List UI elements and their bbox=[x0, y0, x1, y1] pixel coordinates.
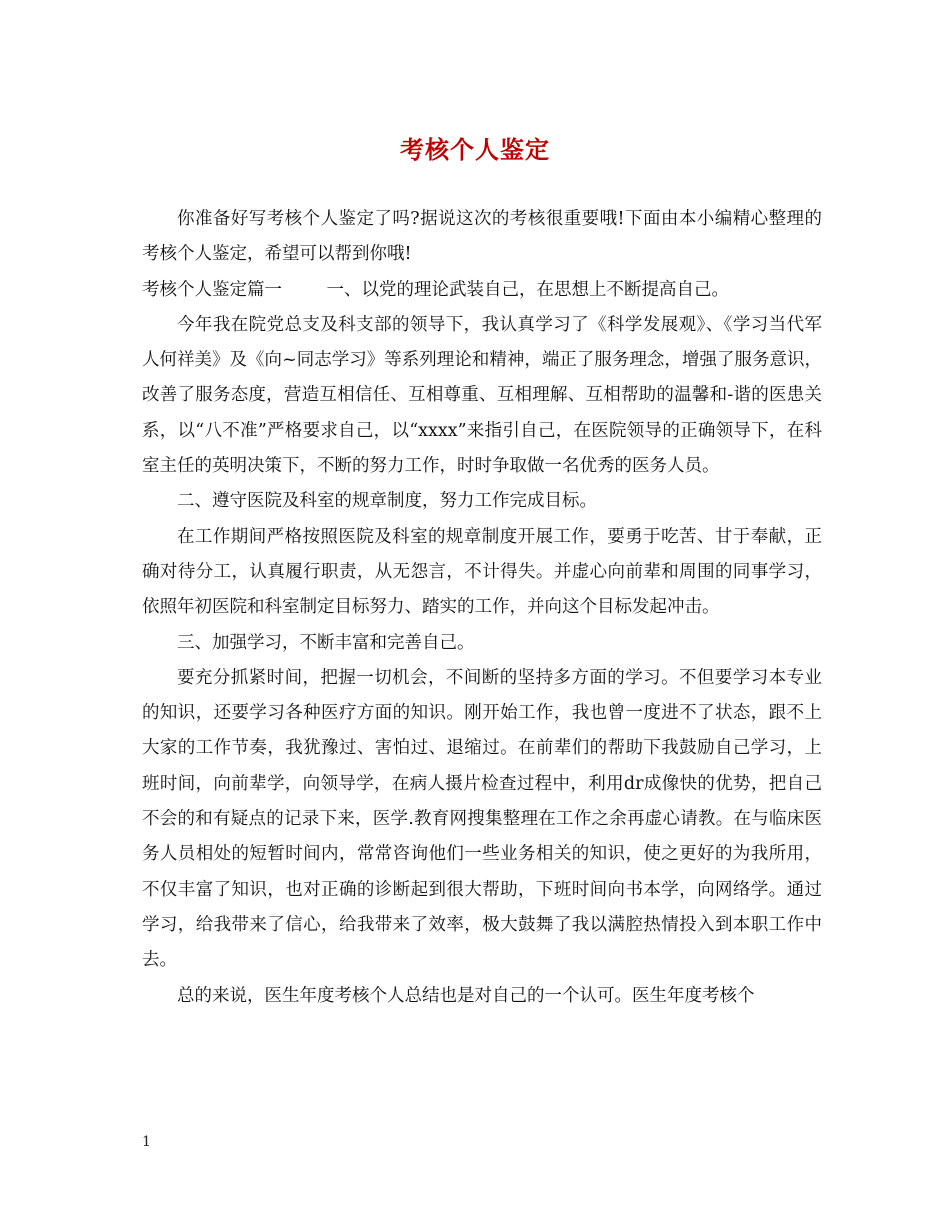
page-number: 1 bbox=[142, 1134, 151, 1150]
section-two-paragraph: 在工作期间严格按照医院及科室的规章制度开展工作，要勇于吃苦、甘于奉献，正确对待分工，认真履行职责，从无怨言，不计得失。并虚心向前辈和周围的同事学习，依照年初医院和科室制定目标努力、踏实的工作，并向这个目标发起冲击。 bbox=[142, 526, 822, 618]
section-three-paragraph: 要充分抓紧时间，把握一切机会，不间断的坚持多方面的学习。不但要学习本专业的知识，还要学习各种医疗方面的知识。刚开始工作，我也曾一度进不了状态，跟不上大家的工作节奏，我犹豫过、害怕过、退缩过。在前辈们的帮助下我鼓励自己学习，上班时间，向前辈学，向领导学，在病人摄片检查过程中，利用dr成像快的优势，把自己不会的和有疑点的记录下来，医学.教育网搜集整理在工作之余再虚心请教。在与临床医务人员相处的短暂时间内，常常咨询他们一些业务相关的知识，使之更好的为我所用，不仅丰富了知识，也对正确的诊断起到很大帮助，下班时间向书本学，向网络学。通过学习，给我带来了信心，给我带来了效率，极大鼓舞了我以满腔热情投入到本职工作中去。 bbox=[142, 667, 822, 971]
intro-paragraph: 你准备好写考核个人鉴定了吗?据说这次的考核很重要哦!下面由本小编精心整理的考核个人鉴定，希望可以帮到你哦! bbox=[142, 209, 822, 265]
summary-paragraph: 总的来说，医生年度考核个人总结也是对自己的一个认可。医生年度考核个 bbox=[177, 985, 755, 1006]
section-one-paragraph: 今年我在院党总支及科支部的领导下，我认真学习了《科学发展观》、《学习当代军人何祥美》及《向~同志学习》等系列理论和精神，端正了服务理念，增强了服务意识，改善了服务态度，营造互相信任、互相尊重、互相理解、互相帮助的温馨和-谐的医患关系，以“八不准”严格要求自己，以“xxxx”来指引自己，在医院领导的正确领导下，在科室主任的英明决策下，不断的努力工作，时时争取做一名优秀的医务人员。 bbox=[142, 314, 822, 477]
section-three-heading: 三、加强学习，不断丰富和完善自己。 bbox=[177, 632, 475, 653]
section-one-heading: 考核个人鉴定篇一 一、以党的理论武装自己，在思想上不断提高自己。 bbox=[142, 279, 729, 300]
document-title: 考核个人鉴定 bbox=[400, 135, 550, 164]
document-body bbox=[142, 202, 822, 1014]
section-two-heading: 二、遵守医院及科室的规章制度，努力工作完成目标。 bbox=[177, 491, 597, 512]
